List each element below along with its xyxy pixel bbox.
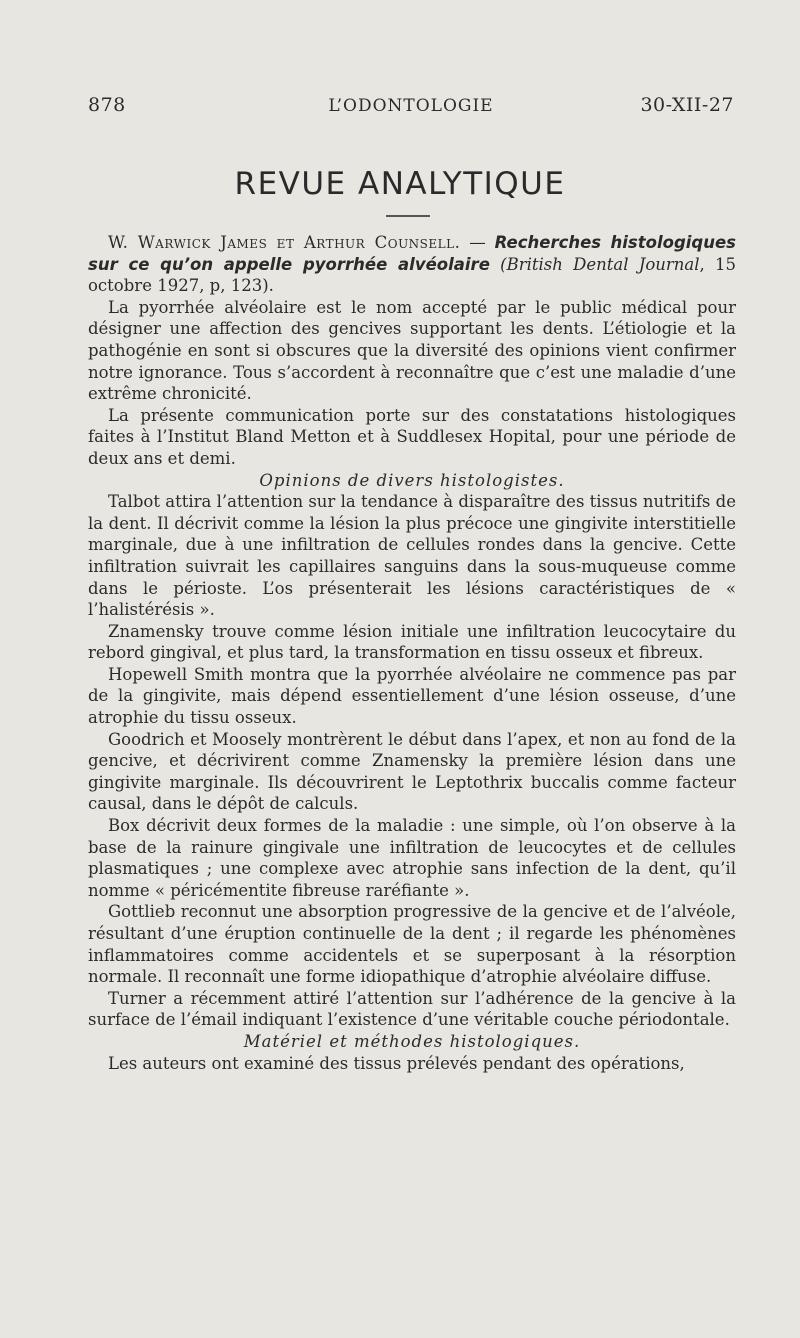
section-heading: Matériel et méthodes histologiques.	[243, 1031, 581, 1051]
journal-title: L’ODONTOLOGIE	[328, 96, 494, 116]
paragraph: Talbot attira l’attention sur la tendance à disparaître des tissus nutritifs de la dent. Il décrivit comme la lésion la plus précoce une gingivite interstitielle marginale, due à une infiltration de cellules rondes dans la gencive. Cette infiltration suivrait les capillaires sanguins dans la sous-muqueuse comme dans le périoste. L’os présenterait les lésions caractéristiques de « l’halistérésis ».	[88, 492, 736, 620]
reference-dash: —	[460, 233, 495, 252]
reference-source: British Dental Journal	[506, 254, 700, 274]
running-head	[88, 94, 734, 124]
reference-source-open: (	[489, 254, 507, 274]
paragraph: Gottlieb reconnut une absorption progressive de la gencive et de l’alvéole, résultant d’une éruption continuelle de la dent ; il regarde les phénomènes inflammatoires comme accidentels et se superposant à la résorption normale. Il reconnaît une forme idiopathique d’atrophie alvéolaire diffuse.	[88, 902, 736, 987]
page-title: REVUE ANALYTIQUE	[234, 166, 566, 202]
issue-date: 30-XII-27	[640, 94, 734, 116]
paragraph: Hopewell Smith montra que la pyorrhée alvéolaire ne commence pas par de la gingivite, mais dépend essentiellement d’une lésion osseuse, d’une atrophie du tissu osseux.	[88, 664, 736, 728]
page-number: 878	[88, 94, 126, 116]
reference-source-rest: , 15 octobre 1927, p, 123).	[88, 254, 737, 296]
article-body	[88, 232, 736, 1074]
paragraph: Turner a récemment attiré l’attention sur l’adhérence de la gencive à la surface de l’émail indiquant l’existence d’une véritable couche périodontale.	[88, 988, 736, 1030]
title-rule	[386, 215, 430, 217]
paragraph: Goodrich et Moosely montrèrent le début dans l’apex, et non au fond de la gencive, et décrivirent comme Znamensky la première lésion dans une gingivite marginale. Ils découvrirent le Leptothrix buccalis comme facteur causal, dans le dépôt de calculs.	[88, 729, 736, 814]
reference-article-title: Recherches histologiques sur ce qu’on appelle pyorrhée alvéolaire	[88, 233, 736, 274]
paragraph: Box décrivit deux formes de la maladie : une simple, où l’on observe à la base de la rainure gingivale une infiltration de leucocytes et de cellules plasmatiques ; une complexe avec atrophie sans infection de la dent, qu’il nomme « péricémentite fibreuse raréfiante ».	[88, 816, 736, 900]
section-heading: Opinions de divers histologistes.	[259, 470, 565, 490]
paragraph: Les auteurs ont examiné des tissus prélevés pendant des opérations,	[108, 1053, 685, 1073]
reference-authors: W. Warwick James et Arthur Counsell.	[108, 233, 461, 252]
article-reference	[88, 232, 736, 297]
paragraph: La pyorrhée alvéolaire est le nom accepté par le public médical pour désigner une affection des gencives supportant les dents. L’étiologie et la pathogénie en sont si obscures que la diversité des opinions vient confirmer notre ignorance. Tous s’accordent à reconnaître que c’est une maladie d’une extrême chronicité.	[88, 297, 736, 404]
paragraph: Znamensky trouve comme lésion initiale une infiltration leucocytaire du rebord gingival, et plus tard, la transformation en tissu osseux et fibreux.	[88, 621, 736, 663]
paragraph: La présente communication porte sur des constatations histologiques faites à l’Institut Bland Metton et à Suddlesex Hopital, pour une période de deux ans et demi.	[88, 405, 736, 468]
